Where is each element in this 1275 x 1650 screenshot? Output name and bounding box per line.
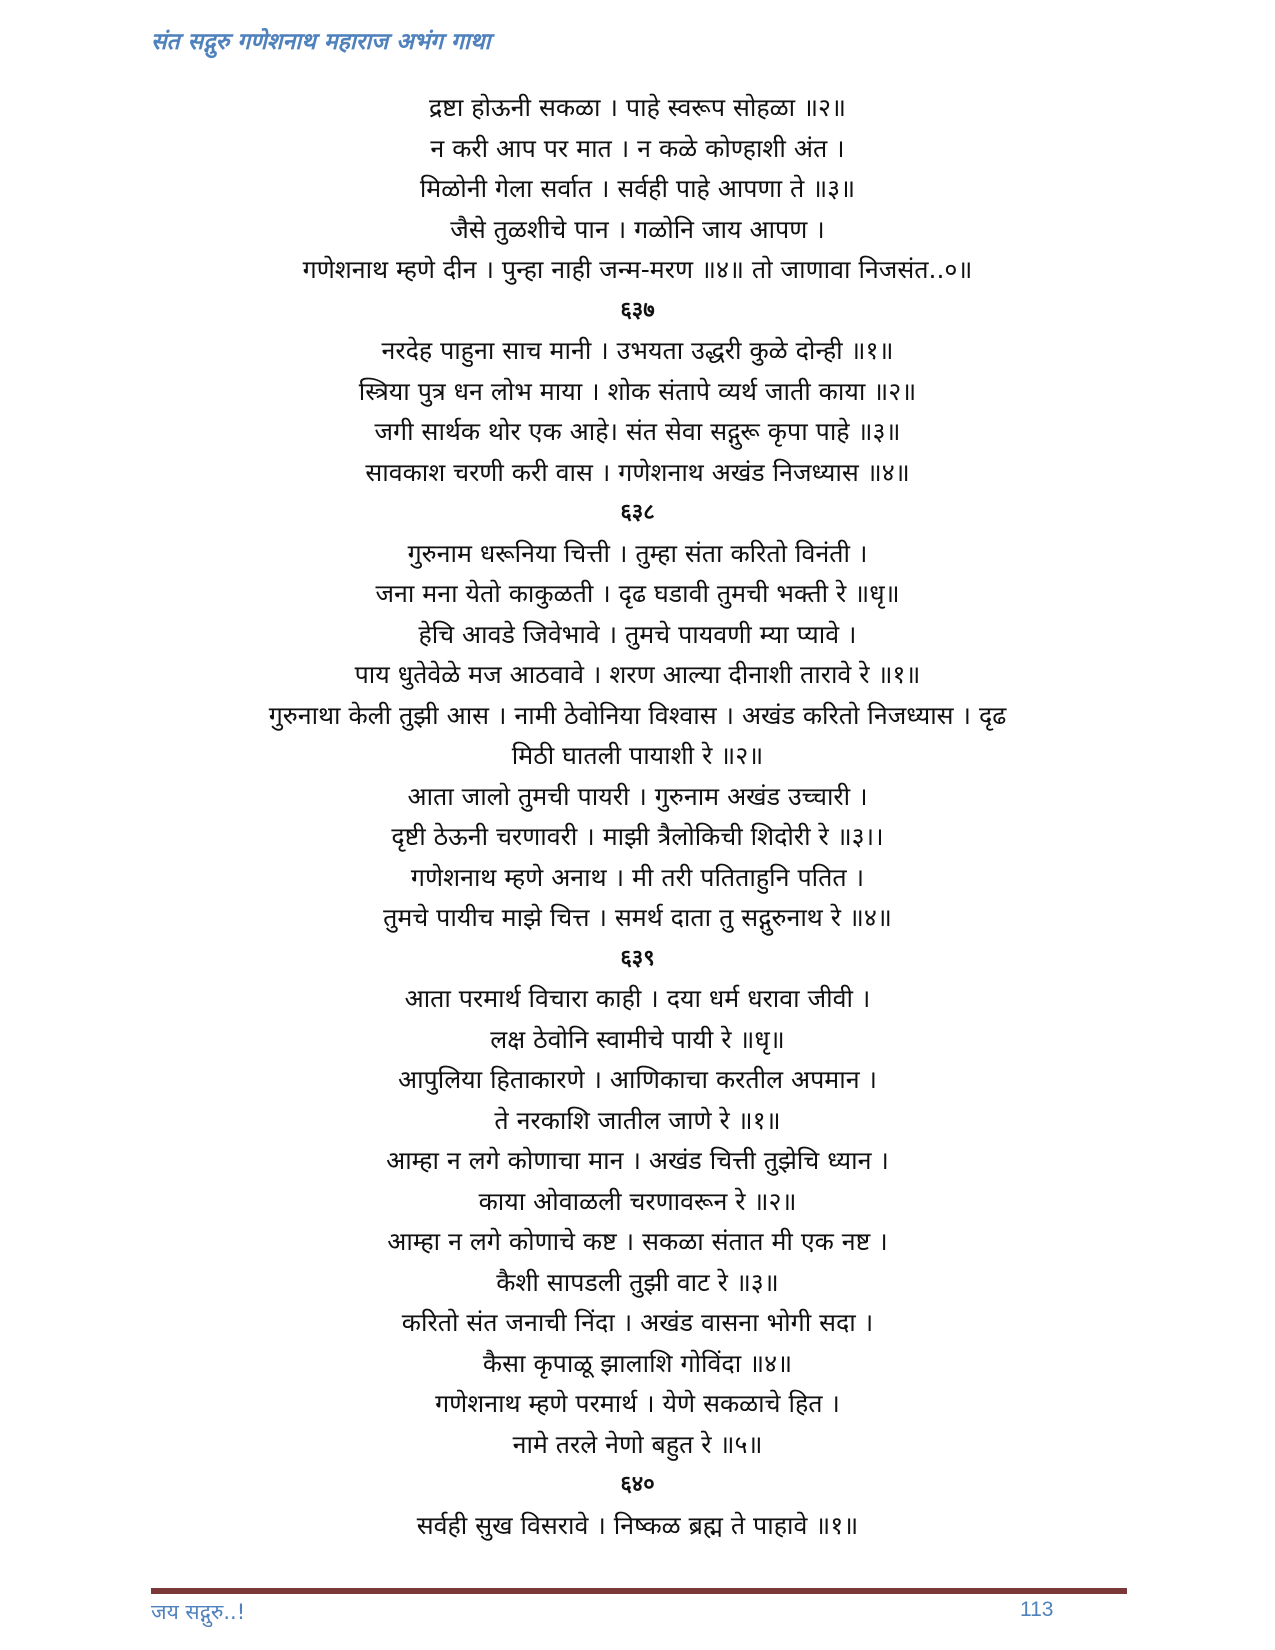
verse-line: ते नरकाशि जातील जाणे रे ॥१॥	[494, 1105, 781, 1135]
abhang-number: ६३८	[620, 500, 655, 525]
footer-divider	[151, 1588, 1127, 1594]
verse-line: कैशी सापडली तुझी वाट रे ॥३॥	[496, 1267, 779, 1297]
verse-line: न करी आप पर मात । न कळे कोण्हाशी अंत ।	[430, 133, 845, 163]
verse-line: द्रष्टा होऊनी सकळा । पाहे स्वरूप सोहळा ॥२॥	[428, 93, 847, 122]
verse-line: मिळोनी गेला सर्वात । सर्वही पाहे आपणा ते ॥३॥	[419, 174, 856, 203]
verse-line: सावकाश चरणी करी वास । गणेशनाथ अखंड निजध्यास ॥४॥	[365, 457, 910, 487]
verse-line: सर्वही सुख विसरावे । निष्कळ ब्रह्म ते पाहावे ॥१॥	[416, 1510, 859, 1540]
verse-line: दृष्टी ठेऊनी चरणावरी । माझी त्रैलोकिची शिदोरी रे ॥३।।	[391, 822, 884, 851]
verse-line: गणेशनाथ म्हणे दीन । पुन्हा नाही जन्म-मरण ॥४॥ तो जाणावा निजसंत..०॥	[302, 255, 973, 284]
verse-line: स्त्रिया पुत्र धन लोभ माया । शोक संतापे व्यर्थ जाती काया ॥२॥	[358, 376, 917, 406]
abhang-text-body	[150, 88, 1125, 1546]
verse-line: कैसा कृपाळू झालाशि गोविंदा ॥४॥	[482, 1348, 793, 1378]
verse-line: पाय धुतेवेळे मज आठवावे । शरण आल्या दीनाशी तारावे रे ॥१॥	[354, 660, 921, 689]
verse-line: मिठी घातली पायाशी रे ॥२॥	[511, 741, 764, 770]
verse-line: लक्ष ठेवोनि स्वामीचे पायी रे ॥धृ॥	[490, 1024, 785, 1054]
verse-line: जगी सार्थक थोर एक आहे। संत सेवा सद्गुरू कृपा पाहे ॥३॥	[374, 417, 901, 446]
verse-line: करितो संत जनाची निंदा । अखंड वासना भोगी सदा ।	[401, 1308, 874, 1337]
verse-line: आम्हा न लगे कोणाचे कष्ट । सकळा संतात मी एक नष्ट ।	[387, 1227, 888, 1256]
verse-line: गुरुनाथा केली तुझी आस । नामी ठेवोनिया विश्वास । अखंड करितो निजध्यास । दृढ	[268, 700, 1007, 730]
verse-line: आता जालो तुमची पायरी । गुरुनाम अखंड उच्चारी ।	[407, 781, 868, 811]
verse-line: जना मना येतो काकुळती । दृढ घडावी तुमची भक्ती रे ॥धृ॥	[375, 579, 900, 608]
footer-salutation: जय सद्गुरु..!	[151, 1600, 246, 1624]
verse-line: आता परमार्थ विचारा काही । दया धर्म धरावा जीवी ।	[404, 984, 871, 1013]
abhang-number: ६३९	[620, 945, 655, 971]
abhang-number: ६४०	[620, 1472, 655, 1497]
verse-line: गुरुनाम धरूनिया चित्ती । तुम्हा संता करितो विनंती ।	[407, 538, 868, 568]
verse-line: आपुलिया हिताकारणे । आणिकाचा करतील अपमान ।	[397, 1065, 878, 1094]
verse-line: नामे तरले नेणो बहुत रे ॥५॥	[512, 1429, 763, 1459]
verse-line: हेचि आवडे जिवेभावे । तुमचे पायवणी म्या प्यावे ।	[418, 619, 857, 649]
page-number: 113	[1020, 1598, 1054, 1621]
abhang-number: ६३७	[620, 297, 655, 323]
verse-line: तुमचे पायीच माझे चित्त । समर्थ दाता तु सद्गुरुनाथ रे ॥४॥	[383, 903, 892, 932]
verse-line: नरदेह पाहुना साच मानी । उभयता उद्धरी कुळे दोन्ही ॥१॥	[381, 336, 894, 365]
verse-line: आम्हा न लगे कोणाचा मान । अखंड चित्ती तुझेचि ध्यान ।	[386, 1146, 889, 1175]
verse-line: गणेशनाथ म्हणे अनाथ । मी तरी पतिताहुनि पतित ।	[410, 862, 865, 892]
page-header-title: संत सद्गुरु गणेशनाथ महाराज अभंग गाथा	[151, 29, 491, 55]
verse-line: काया ओवाळली चरणावरून रे ॥२॥	[478, 1186, 797, 1216]
verse-line: जैसे तुळशीचे पान । गळोनि जाय आपण ।	[450, 214, 825, 244]
verse-line: गणेशनाथ म्हणे परमार्थ । येणे सकळाचे हित ।	[435, 1389, 840, 1418]
